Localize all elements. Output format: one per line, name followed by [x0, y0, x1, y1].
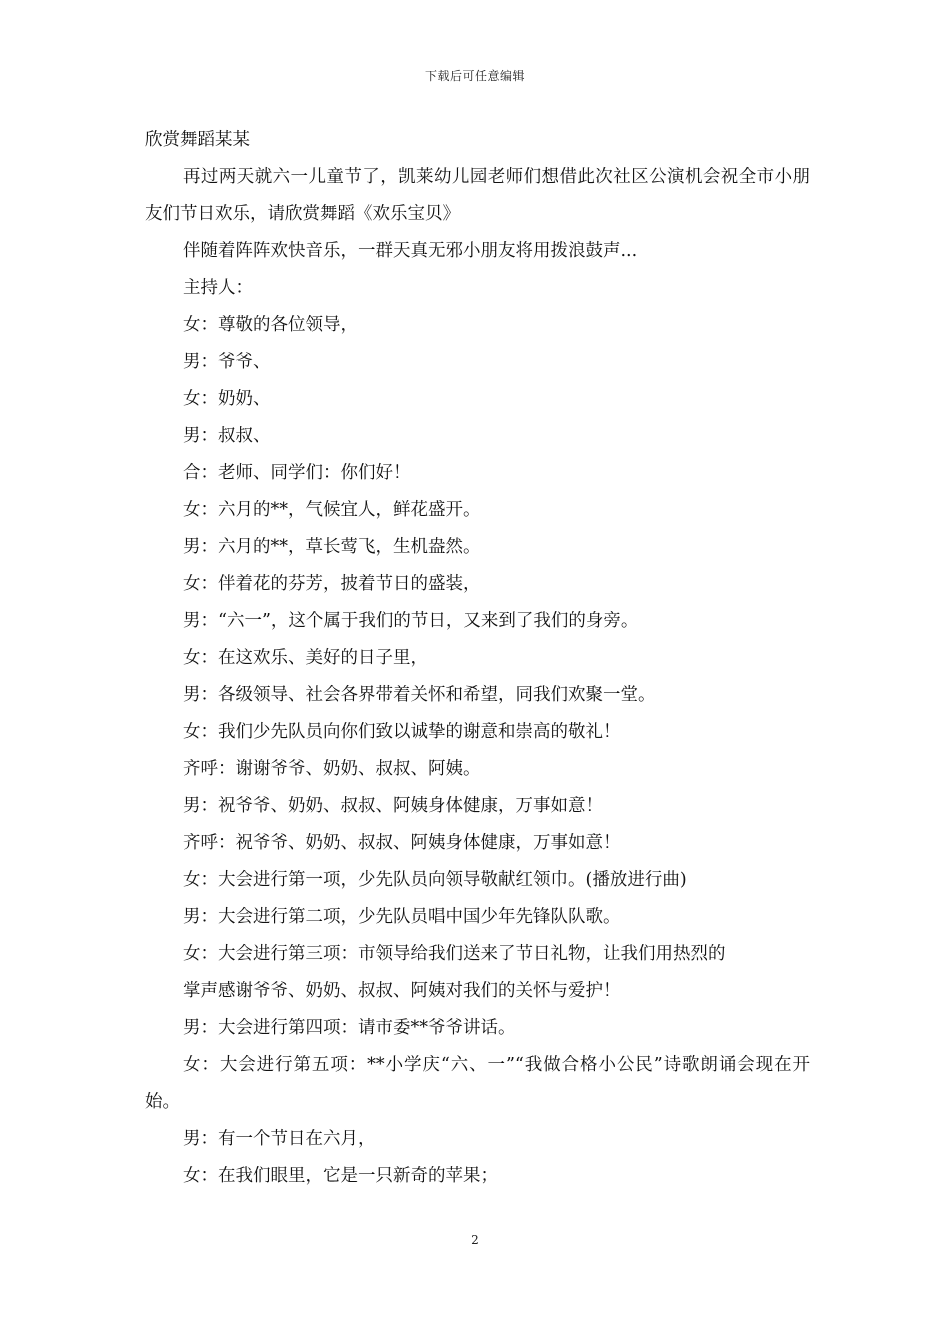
- paragraph: 女：尊敬的各位领导，: [183, 315, 358, 335]
- paragraph: 女：伴着花的芬芳，披着节日的盛装，: [183, 574, 481, 594]
- paragraph: 男：爷爷、: [183, 352, 271, 372]
- document-body: [145, 122, 810, 1195]
- paragraph: 合：老师、同学们：你们好！: [183, 463, 411, 483]
- paragraph: 男：各级领导、社会各界带着关怀和希望，同我们欢聚一堂。: [183, 685, 656, 705]
- paragraph: 男：“六一”，这个属于我们的节日，又来到了我们的身旁。: [183, 611, 639, 631]
- page-header: 下载后可任意编辑: [424, 69, 525, 83]
- paragraph: 掌声感谢爷爷、奶奶、叔叔、阿姨对我们的关怀与爱护！: [183, 981, 621, 1001]
- paragraph: 伴随着阵阵欢快音乐，一群天真无邪小朋友将用拨浪鼓声...: [183, 241, 638, 261]
- paragraph: 齐呼：谢谢爷爷、奶奶、叔叔、阿姨。: [183, 759, 481, 779]
- paragraph: 女：大会进行第三项：市领导给我们送来了节日礼物，让我们用热烈的: [183, 944, 726, 964]
- paragraph: 女：我们少先队员向你们致以诚挚的谢意和崇高的敬礼！: [183, 722, 621, 742]
- paragraph: 女：大会进行第一项，少先队员向领导敬献红领巾。(播放进行曲): [183, 870, 687, 890]
- paragraph: 女：大会进行第五项：**小学庆“六、一”“我做合格小公民”诗歌朗诵会现在开始。: [145, 1055, 810, 1112]
- paragraph: 女：在这欢乐、美好的日子里，: [183, 648, 428, 668]
- paragraph: 男：六月的**，草长莺飞，生机盎然。: [183, 537, 481, 557]
- paragraph: 女：六月的**，气候宜人，鲜花盛开。: [183, 500, 481, 520]
- paragraph: 男：大会进行第二项，少先队员唱中国少年先锋队队歌。: [183, 907, 621, 927]
- paragraph: 男：叔叔、: [183, 426, 271, 446]
- paragraph: 男：有一个节日在六月，: [183, 1129, 376, 1149]
- paragraph: 齐呼：祝爷爷、奶奶、叔叔、阿姨身体健康，万事如意！: [183, 833, 621, 853]
- paragraph: 再过两天就六一儿童节了，凯莱幼儿园老师们想借此次社区公演机会祝全市小朋友们节日欢乐，请欣赏舞蹈《欢乐宝贝》: [145, 167, 810, 224]
- paragraph: 主持人：: [183, 278, 253, 298]
- page-number: 2: [471, 1233, 479, 1247]
- document-title: 欣赏舞蹈某某: [145, 130, 250, 150]
- paragraph: 男：大会进行第四项：请市委**爷爷讲话。: [183, 1018, 516, 1038]
- paragraph: 男：祝爷爷、奶奶、叔叔、阿姨身体健康，万事如意！: [183, 796, 603, 816]
- paragraph: 女：在我们眼里，它是一只新奇的苹果；: [183, 1166, 498, 1186]
- paragraph: 女：奶奶、: [183, 389, 271, 409]
